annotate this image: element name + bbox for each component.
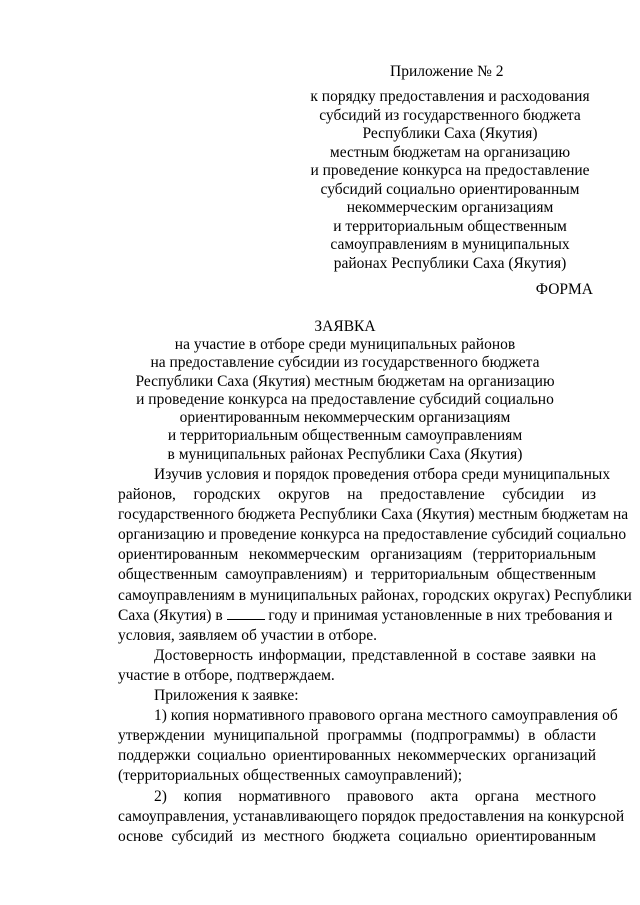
attachment-item-line: утверждении муниципальной программы (подпрограммы) в области [118, 727, 596, 745]
subtitle-line: Республики Саха (Якутия) местным бюджетам на организацию [135, 372, 555, 390]
body-line: условия, заявляем об участии в отборе. [118, 626, 377, 644]
body-line: Изучив условия и порядок проведения отбора среди муниципальных [154, 466, 611, 483]
appendix-description [300, 88, 600, 273]
application-subtitle [0, 336, 640, 464]
application-title: ЗАЯВКА [314, 318, 376, 335]
body-line: организацию и проведение конкурса на предоставление субсидий социально [118, 526, 627, 544]
body-line: районов, городских округов на предоставление субсидии из [118, 486, 596, 504]
form-label: ФОРМА [535, 281, 593, 298]
body-line-with-year-blank [118, 606, 613, 626]
attachment-item-line: (территориальных общественных самоуправлений); [118, 767, 463, 785]
body-line: самоуправлениям в муниципальных районах, городских округах) Республики [118, 586, 632, 604]
subtitle-line: и проведение конкурса на предоставление субсидий социально [136, 390, 554, 408]
appendix-line: субсидий из государственного бюджета [319, 106, 581, 124]
appendix-line: и территориальным общественным [333, 217, 567, 235]
body-text-segment: году и принимая установленные в них требования и [268, 606, 613, 624]
attachment-item-line: 2) копия нормативного правового акта органа местного [154, 787, 596, 805]
appendix-title: Приложение № 2 [390, 63, 504, 80]
appendix-line: самоуправлениям в муниципальных [330, 236, 570, 253]
year-blank-field [227, 606, 265, 620]
subtitle-line: на предоставление субсидии из государственного бюджета [150, 354, 540, 372]
body-line: государственного бюджета Республики Саха (Якутия) местным бюджетам на [118, 506, 629, 524]
appendix-line: некоммерческим организациям [346, 199, 554, 216]
body-text-segment: Саха (Якутия) в [118, 606, 223, 624]
body-line: ориентированным некоммерческим организациям (территориальным [118, 546, 596, 564]
appendix-line: Республики Саха (Якутия) [362, 125, 538, 142]
appendix-line: к порядку предоставления и расходования [310, 88, 590, 105]
subtitle-line: и территориальным общественным самоуправлениям [167, 427, 523, 445]
appendix-line: субсидий социально ориентированным [320, 180, 580, 198]
appendix-line: и проведение конкурса на предоставление [310, 162, 590, 179]
attachments-heading: Приложения к заявке: [154, 687, 299, 705]
attachment-item-line: поддержки социально ориентированных некоммерческих организаций [118, 747, 596, 765]
body-line: общественным самоуправлениям) и территориальным общественным [118, 566, 596, 584]
attachment-item-line: самоуправления, устанавливающего порядок предоставления на конкурсной [118, 807, 625, 825]
appendix-line: районах Республики Саха (Якутия) [333, 254, 567, 272]
attachment-item-line: основе субсидий из местного бюджета социально ориентированным [118, 827, 596, 845]
appendix-line: местным бюджетам на организацию [329, 143, 571, 161]
subtitle-line: ориентированным некоммерческим организациям [179, 409, 511, 427]
attachment-item-line: 1) копия нормативного правового органа местного самоуправления об [154, 707, 618, 725]
body-line: Достоверность информации, представленной в составе заявки на [154, 646, 596, 664]
subtitle-line: на участие в отборе среди муниципальных районов [174, 336, 516, 353]
application-body [118, 465, 632, 847]
body-line: участие в отборе, подтверждаем. [118, 666, 335, 684]
subtitle-line: в муниципальных районах Республики Саха (Якутия) [167, 445, 523, 463]
